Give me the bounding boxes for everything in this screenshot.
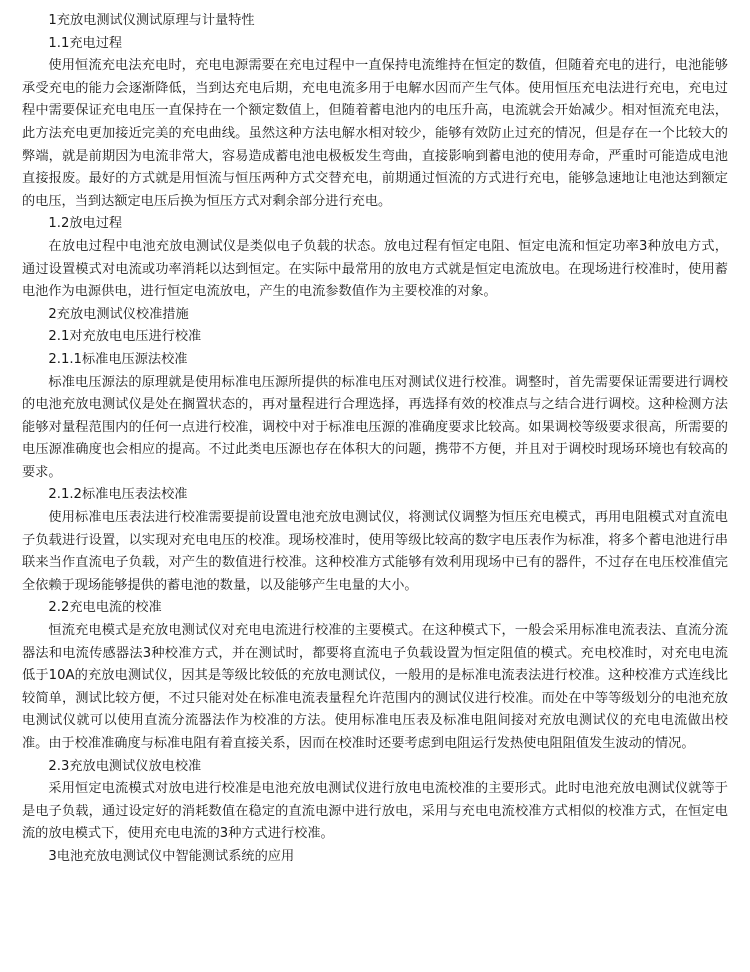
section-heading: 2充放电测试仪校准措施 [48, 306, 189, 322]
section-heading: 2.1对充放电电压进行校准 [48, 329, 202, 345]
section-heading: 1.1充电过程 [48, 35, 123, 51]
section-heading: 2.1.2标准电压表法校准 [48, 487, 188, 503]
document-body [22, 10, 728, 869]
body-paragraph: 采用恒定电流模式对放电进行校准是电池充放电测试仪进行放电电流校准的主要形式。此时电池充放电测试仪就等于是电子负载，通过设定好的消耗数值在稳定的直流电源中进行放电，采用与充电电流校准方式相似的校准方式，在恒定电流的放电模式下，使用充电电流的3种方式进行校准。 [22, 781, 728, 842]
section-heading: 2.2充电电流的校准 [48, 600, 162, 616]
body-paragraph: 在放电过程中电池充放电测试仪是类似电子负载的状态。放电过程有恒定电阻、恒定电流和恒定功率3种放电方式，通过设置模式对电流或功率消耗以达到恒定。在实际中最常用的放电方式就是恒定电流放电。在现场进行校准时，使用蓄电池作为电源供电，进行恒定电流放电，产生的电流参数值作为主要校准的对象。 [22, 238, 728, 300]
body-paragraph: 恒流充电模式是充放电测试仪对充电电流进行校准的主要模式。在这种模式下，一般会采用标准电流表法、直流分流器法和电流传感器法3种校准方式，并在测试时，都要将直流电子负载设置为恒定阻值的模式。充电校准时，对充电电流低于10A的充放电测试仪，因其是等级比较低的充放电测试仪，一般用的是标准电流表法进行校准。这种校准方式连线比较简单，测试比较方便，不过只能对处在标准电流表量程允许范围内的测试仪进行校准。而处在中等等级划分的电池充放电测试仪就可以使用直流分流器法作为校准的方法。使用标准电压表及标准电阻间接对充放电测试仪的充电电流做出校准。由于校准准确度与标准电阻有着直接关系，因而在校准时还要考虑到电阻运行发热使电阻阻值发生波动的情况。 [22, 623, 728, 751]
body-paragraph: 使用恒流充电法充电时，充电电源需要在充电过程中一直保持电流维持在恒定的数值，但随着充电的进行，电池能够承受充电的能力会逐渐降低，当到达充电后期，充电电流多用于电解水因而产生气体。使用恒压充电法进行充电，充电过程中需要保证充电电压一直保持在一个额定数值上，但随着蓄电池内的电压升高，电流就会开始减少。相对恒流充电法，此方法充电更加接近完美的充电曲线。虽然这种方法电解水相对较少，能够有效防止过充的情况，但是存在一个比较大的弊端，就是前期因为电流非常大，容易造成蓄电池电极板发生弯曲，直接影响到蓄电池的使用寿命，严重时可能造成电池直接报废。最好的方式就是用恒流与恒压两种方式交替充电，前期通过恒流的方式进行充电，能够急速地让电池达到额定的电压，当到达额定电压后换为恒压方式对剩余部分进行充电。 [22, 58, 728, 209]
section-heading: 3电池充放电测试仪中智能测试系统的应用 [48, 848, 295, 864]
section-heading: 2.3充放电测试仪放电校准 [48, 758, 202, 774]
section-heading: 1充放电测试仪测试原理与计量特性 [48, 13, 255, 28]
body-paragraph: 使用标准电压表法进行校准需要提前设置电池充放电测试仪，将测试仪调整为恒压充电模式，再用电阻模式对直流电子负载进行设置，以实现对充电电压的校准。现场校准时，使用等级比较高的数字电压表作为标准，将多个蓄电池进行串联来当作直流电子负载，对产生的数值进行校准。这种校准方式能够有效利用现场中已有的器件，不过存在电压校准值完全依赖于现场能够提供的蓄电池的数量，以及能够产生电量的大小。 [22, 510, 728, 593]
body-paragraph: 标准电压源法的原理就是使用标准电压源所提供的标准电压对测试仪进行校准。调整时，首先需要保证需要进行调校的电池充放电测试仪是处在搁置状态的，再对量程进行合理选择，再选择有效的校准点与之结合进行调校。这种检测方法能够对量程范围内的任何一点进行校准，调校中对于标准电压源的准确度要求比较高。如果调校等级要求很高，所需要的电压源准确度也会相应的提高。不过此类电压源也存在体积大的问题，携带不方便，并且对于调校时现场环境也有较高的要求。 [22, 374, 728, 480]
section-heading: 1.2放电过程 [48, 216, 123, 232]
section-heading: 2.1.1标准电压源法校准 [48, 351, 188, 367]
